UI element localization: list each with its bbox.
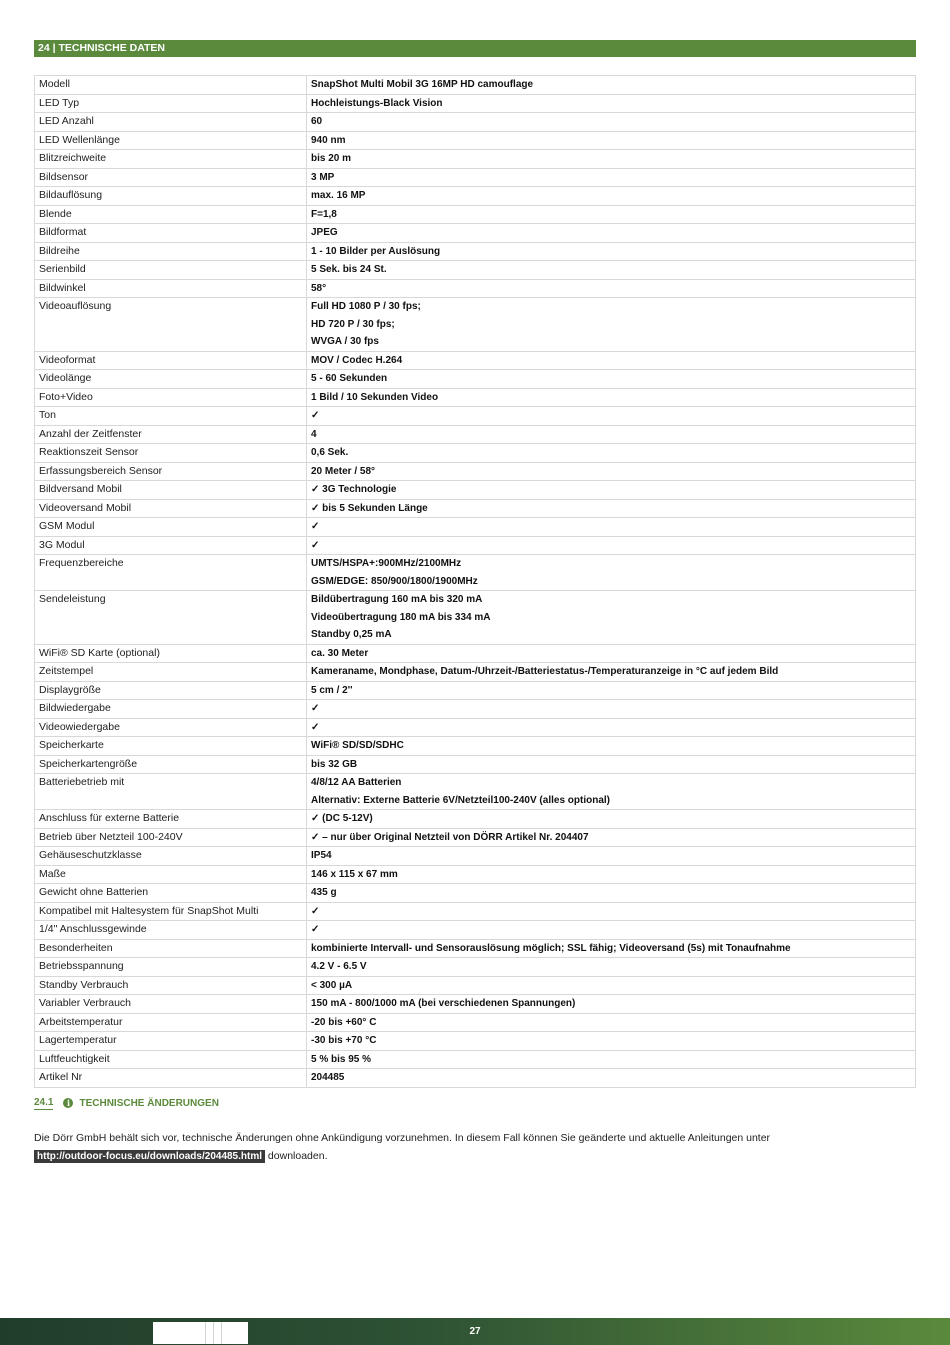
spec-value: [307, 847, 916, 866]
spec-label: Betriebsspannung: [35, 958, 307, 977]
spec-value: [307, 1050, 916, 1069]
spec-value: [307, 755, 916, 774]
spec-label: Arbeitstemperatur: [35, 1013, 307, 1032]
spec-value: [307, 388, 916, 407]
table-row: [35, 976, 916, 995]
spec-value: [307, 351, 916, 370]
spec-label: Speicherkarte: [35, 737, 307, 756]
spec-value: [307, 939, 916, 958]
spec-value: [307, 168, 916, 187]
spec-value-line: ✓ bis 5 Sekunden Länge: [311, 502, 428, 514]
spec-value: [307, 1013, 916, 1032]
spec-value: [307, 555, 916, 591]
spec-label: Besonderheiten: [35, 939, 307, 958]
spec-label: Batteriebetrieb mit: [35, 774, 307, 810]
spec-value-line: ✓ – nur über Original Netzteil von DÖRR Artikel Nr. 204407: [311, 831, 589, 843]
table-row: [35, 76, 916, 95]
spec-label: Speicherkartengröße: [35, 755, 307, 774]
spec-label: Frequenzbereiche: [35, 555, 307, 591]
spec-value-line: ✓ (DC 5-12V): [311, 813, 373, 824]
spec-value: [307, 187, 916, 206]
spec-label: Bildversand Mobil: [35, 481, 307, 500]
table-row: [35, 644, 916, 663]
table-row: [35, 737, 916, 756]
table-row: [35, 828, 916, 847]
spec-value: [307, 865, 916, 884]
notice-text: Die Dörr GmbH behält sich vor, technische Änderungen ohne Ankündigung vorzunehmen. In diesem Fall können Sie geänderte und aktuelle Anleitungen unter: [34, 1132, 771, 1144]
table-row: [35, 1013, 916, 1032]
table-row: [35, 131, 916, 150]
spec-label: Serienbild: [35, 261, 307, 280]
subsection-number: 24.1: [34, 1096, 54, 1108]
spec-value-line: F=1,8: [311, 208, 337, 220]
table-row: [35, 774, 916, 810]
table-row: [35, 94, 916, 113]
page-number: 27: [469, 1326, 481, 1337]
info-icon: i: [63, 1098, 73, 1108]
spec-value-line: 4: [311, 428, 317, 440]
spec-label: Anschluss für externe Batterie: [35, 810, 307, 829]
spec-value: [307, 902, 916, 921]
notice-paragraph: [34, 1130, 916, 1165]
table-row: [35, 555, 916, 591]
subsection-title: TECHNISCHE ÄNDERUNGEN: [79, 1097, 219, 1109]
spec-label: Anzahl der Zeitfenster: [35, 425, 307, 444]
spec-value-line: ca. 30 Meter: [311, 647, 369, 659]
spec-value-line: 58°: [311, 282, 327, 294]
spec-label: Bildformat: [35, 224, 307, 243]
table-row: [35, 884, 916, 903]
spec-value: [307, 242, 916, 261]
footer-bar: [0, 1318, 950, 1345]
table-row: [35, 187, 916, 206]
spec-label: Gewicht ohne Batterien: [35, 884, 307, 903]
spec-label: Maße: [35, 865, 307, 884]
spec-value: [307, 958, 916, 977]
spec-value: [307, 224, 916, 243]
spec-value: [307, 205, 916, 224]
spec-value-line: 3 MP: [311, 171, 335, 183]
table-row: [35, 995, 916, 1014]
spec-value: [307, 681, 916, 700]
spec-value-line: SnapShot Multi Mobil 3G 16MP HD camouflage: [311, 79, 534, 90]
spec-value-line: ✓: [311, 721, 320, 733]
spec-value: [307, 663, 916, 682]
spec-value-line: < 300 µA: [311, 979, 353, 991]
table-row: [35, 700, 916, 719]
spec-label: Artikel Nr: [35, 1069, 307, 1088]
spec-value-line: UMTS/HSPA+:900MHz/2100MHz: [311, 558, 462, 569]
spec-value-line: 20 Meter / 58°: [311, 465, 376, 477]
spec-value-line: ✓: [311, 410, 320, 421]
spec-label: WiFi® SD Karte (optional): [35, 644, 307, 663]
spec-value: [307, 279, 916, 298]
spec-label: Foto+Video: [35, 388, 307, 407]
spec-value-line: IP54: [311, 850, 332, 861]
spec-value-line: JPEG: [311, 227, 338, 238]
spec-value-line: Alternativ: Externe Batterie 6V/Netzteil100-240V (alles optional): [311, 794, 610, 806]
table-row: [35, 407, 916, 426]
table-row: [35, 865, 916, 884]
table-row: [35, 958, 916, 977]
spec-value: [307, 499, 916, 518]
table-row: [35, 1032, 916, 1051]
spec-value: [307, 921, 916, 940]
table-row: [35, 902, 916, 921]
table-row: [35, 298, 916, 352]
spec-value: [307, 481, 916, 500]
spec-value-line: Kameraname, Mondphase, Datum-/Uhrzeit-/Batteriestatus-/Temperaturanzeige in °C auf jedem Bild: [311, 666, 779, 677]
spec-value-line: Hochleistungs-Black Vision: [311, 97, 443, 109]
spec-label: Videoversand Mobil: [35, 499, 307, 518]
spec-value: [307, 425, 916, 444]
spec-value-line: Full HD 1080 P / 30 fps;: [311, 301, 421, 312]
spec-value: [307, 113, 916, 132]
table-row: [35, 168, 916, 187]
spec-value-line: ✓: [311, 924, 320, 935]
spec-label: Kompatibel mit Haltesystem für SnapShot Multi: [35, 902, 307, 921]
spec-label: Zeitstempel: [35, 663, 307, 682]
table-row: [35, 205, 916, 224]
subsection-heading: [34, 1096, 219, 1110]
table-row: [35, 224, 916, 243]
table-row: [35, 591, 916, 645]
spec-value-line: ✓: [311, 703, 320, 714]
spec-value: [307, 462, 916, 481]
spec-label: Videoformat: [35, 351, 307, 370]
spec-label: Bildreihe: [35, 242, 307, 261]
spec-label: Erfassungsbereich Sensor: [35, 462, 307, 481]
spec-value-line: ✓: [311, 905, 320, 917]
spec-label: Betrieb über Netzteil 100-240V: [35, 828, 307, 847]
spec-label: Bildsensor: [35, 168, 307, 187]
spec-value-line: ✓: [311, 539, 320, 551]
spec-label: Bildwiedergabe: [35, 700, 307, 719]
spec-label: GSM Modul: [35, 518, 307, 537]
spec-value-line: bis 20 m: [311, 153, 352, 164]
spec-value-line: GSM/EDGE: 850/900/1800/1900MHz: [311, 575, 478, 587]
spec-value: [307, 828, 916, 847]
spec-value-line: 1 Bild / 10 Sekunden Video: [311, 391, 439, 403]
table-row: [35, 1050, 916, 1069]
table-row: [35, 718, 916, 737]
spec-label: Bildwinkel: [35, 279, 307, 298]
spec-value-line: 5 Sek. bis 24 St.: [311, 264, 387, 275]
table-row: [35, 663, 916, 682]
spec-value: [307, 591, 916, 645]
spec-value-line: Standby 0,25 mA: [311, 629, 392, 640]
table-row: [35, 536, 916, 555]
spec-label: Reaktionszeit Sensor: [35, 444, 307, 463]
spec-value: [307, 718, 916, 737]
spec-value-line: HD 720 P / 30 fps;: [311, 318, 395, 330]
spec-value: [307, 700, 916, 719]
table-row: [35, 279, 916, 298]
spec-value-line: 60: [311, 116, 323, 127]
download-link[interactable]: http://outdoor-focus.eu/downloads/204485.html: [34, 1150, 265, 1163]
spec-value: [307, 444, 916, 463]
spec-value-line: 4/8/12 AA Batterien: [311, 777, 402, 788]
spec-value: [307, 774, 916, 810]
spec-value: [307, 884, 916, 903]
spec-value-line: ✓: [311, 521, 320, 532]
spec-value-line: 150 mA - 800/1000 mA (bei verschiedenen Spannungen): [311, 998, 576, 1009]
spec-value: [307, 1032, 916, 1051]
table-row: [35, 462, 916, 481]
spec-value-line: -30 bis +70 °C: [311, 1035, 377, 1046]
table-row: [35, 847, 916, 866]
spec-value: [307, 518, 916, 537]
spec-value: [307, 94, 916, 113]
spec-label: Gehäuseschutzklasse: [35, 847, 307, 866]
table-row: [35, 444, 916, 463]
spec-value-line: 0,6 Sek.: [311, 447, 349, 458]
table-row: [35, 425, 916, 444]
spec-label: Blitzreichweite: [35, 150, 307, 169]
spec-value: [307, 976, 916, 995]
spec-value: [307, 737, 916, 756]
spec-label: Blende: [35, 205, 307, 224]
spec-label: Bildauflösung: [35, 187, 307, 206]
spec-value-line: Bildübertragung 160 mA bis 320 mA: [311, 594, 483, 605]
spec-value-line: 4.2 V - 6.5 V: [311, 961, 367, 972]
table-row: [35, 150, 916, 169]
spec-value: [307, 995, 916, 1014]
spec-label: Ton: [35, 407, 307, 426]
table-row: [35, 755, 916, 774]
spec-label: Lagertemperatur: [35, 1032, 307, 1051]
spec-value-line: WiFi® SD/SD/SDHC: [311, 740, 404, 751]
spec-value: [307, 1069, 916, 1088]
spec-label: 1/4" Anschlussgewinde: [35, 921, 307, 940]
spec-value-line: 940 nm: [311, 134, 346, 146]
spec-value-line: 146 x 115 x 67 mm: [311, 868, 398, 880]
spec-value-line: MOV / Codec H.264: [311, 354, 403, 366]
table-row: [35, 242, 916, 261]
spec-label: Videoauflösung: [35, 298, 307, 352]
spec-label: LED Anzahl: [35, 113, 307, 132]
spec-label: LED Typ: [35, 94, 307, 113]
spec-label: LED Wellenlänge: [35, 131, 307, 150]
table-row: [35, 370, 916, 389]
spec-value: [307, 810, 916, 829]
section-header: [34, 40, 916, 57]
spec-label: Variabler Verbrauch: [35, 995, 307, 1014]
section-title: 24 | TECHNISCHE DATEN: [38, 42, 166, 54]
spec-value: [307, 76, 916, 95]
spec-value: [307, 407, 916, 426]
table-row: [35, 518, 916, 537]
spec-label: Videowiedergabe: [35, 718, 307, 737]
spec-value-line: 435 g: [311, 887, 337, 898]
spec-value: [307, 644, 916, 663]
spec-value-line: 1 - 10 Bilder per Auslösung: [311, 245, 441, 257]
spec-value-line: WVGA / 30 fps: [311, 336, 379, 347]
spec-value: [307, 261, 916, 280]
table-row: [35, 351, 916, 370]
table-row: [35, 113, 916, 132]
table-row: [35, 261, 916, 280]
spec-value-line: 5 % bis 95 %: [311, 1053, 372, 1065]
spec-label: Standby Verbrauch: [35, 976, 307, 995]
spec-value: [307, 150, 916, 169]
specs-table: [34, 75, 916, 1088]
table-row: [35, 1069, 916, 1088]
spec-label: Modell: [35, 76, 307, 95]
spec-value-line: bis 32 GB: [311, 758, 358, 770]
spec-label: Sendeleistung: [35, 591, 307, 645]
spec-value: [307, 298, 916, 352]
spec-value-line: max. 16 MP: [311, 190, 366, 201]
spec-value-line: -20 bis +60° C: [311, 1016, 377, 1028]
spec-value-line: 204485: [311, 1072, 345, 1083]
spec-label: Luftfeuchtigkeit: [35, 1050, 307, 1069]
table-row: [35, 481, 916, 500]
table-row: [35, 681, 916, 700]
table-row: [35, 921, 916, 940]
table-row: [35, 810, 916, 829]
spec-value: [307, 370, 916, 389]
table-row: [35, 939, 916, 958]
spec-value: [307, 131, 916, 150]
spec-value-line: ✓ 3G Technologie: [311, 484, 397, 495]
spec-value-line: 5 cm / 2'': [311, 684, 353, 696]
spec-label: 3G Modul: [35, 536, 307, 555]
spec-value-line: kombinierte Intervall- und Sensorauslösung möglich; SSL fähig; Videoversand (5s) mit Tonaufnahme: [311, 942, 791, 954]
table-row: [35, 499, 916, 518]
notice-suffix: downloaden.: [265, 1149, 328, 1162]
spec-value-line: Videoübertragung 180 mA bis 334 mA: [311, 611, 491, 623]
spec-label: Videolänge: [35, 370, 307, 389]
spec-value-line: 5 - 60 Sekunden: [311, 373, 388, 384]
table-row: [35, 388, 916, 407]
spec-label: Displaygröße: [35, 681, 307, 700]
spec-value: [307, 536, 916, 555]
